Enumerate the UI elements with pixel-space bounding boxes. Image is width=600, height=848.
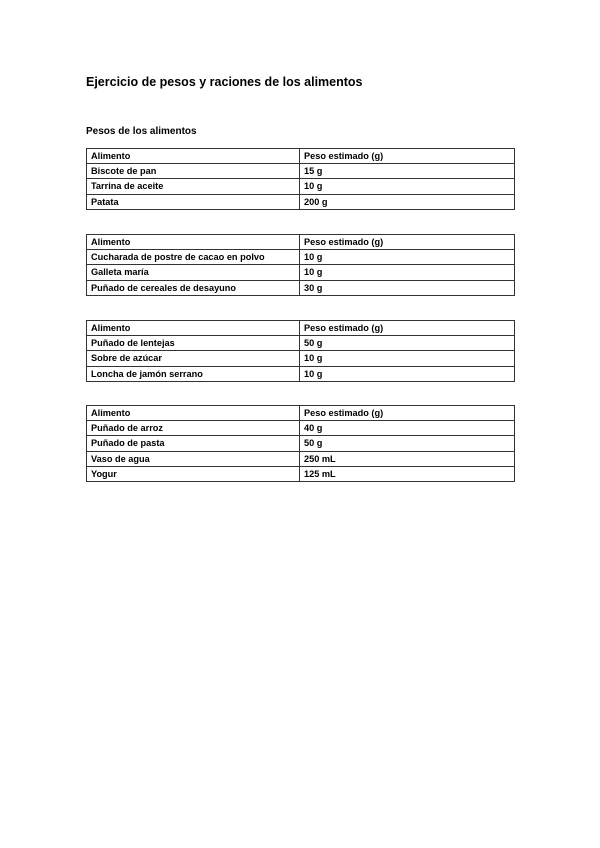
weight-cell: 10 g (300, 351, 515, 366)
weight-cell: 30 g (300, 280, 515, 295)
weight-cell: 50 g (300, 436, 515, 451)
food-cell: Galleta maría (87, 265, 300, 280)
food-cell: Yogur (87, 466, 300, 481)
table-row (87, 351, 515, 366)
table-row (87, 366, 515, 381)
table-row (87, 265, 515, 280)
header-weight: Peso estimado (g) (300, 235, 515, 250)
food-cell: Sobre de azúcar (87, 351, 300, 366)
weight-cell: 10 g (300, 366, 515, 381)
header-food: Alimento (87, 321, 300, 336)
header-food: Alimento (87, 406, 300, 421)
food-cell: Puñado de lentejas (87, 336, 300, 351)
table-row (87, 336, 515, 351)
weight-cell: 125 mL (300, 466, 515, 481)
table-header-row (87, 321, 515, 336)
food-weight-table-2 (86, 234, 515, 296)
header-food: Alimento (87, 149, 300, 164)
header-weight: Peso estimado (g) (300, 321, 515, 336)
food-cell: Loncha de jamón serrano (87, 366, 300, 381)
table-row (87, 250, 515, 265)
food-cell: Patata (87, 194, 300, 209)
food-weight-table-1 (86, 148, 515, 210)
table-row (87, 451, 515, 466)
food-cell: Tarrina de aceite (87, 179, 300, 194)
weight-cell: 50 g (300, 336, 515, 351)
table-row (87, 164, 515, 179)
table-header-row (87, 149, 515, 164)
page-title: Ejercicio de pesos y raciones de los alimentos (86, 75, 363, 89)
food-cell: Puñado de arroz (87, 421, 300, 436)
table-row (87, 194, 515, 209)
header-weight: Peso estimado (g) (300, 406, 515, 421)
food-weight-table-4 (86, 405, 515, 482)
food-cell: Vaso de agua (87, 451, 300, 466)
weight-cell: 250 mL (300, 451, 515, 466)
table-row (87, 179, 515, 194)
header-food: Alimento (87, 235, 300, 250)
table-header-row (87, 235, 515, 250)
table-row (87, 421, 515, 436)
table-header-row (87, 406, 515, 421)
weight-cell: 15 g (300, 164, 515, 179)
food-weight-table-3 (86, 320, 515, 382)
section-title: Pesos de los alimentos (86, 126, 197, 137)
weight-cell: 200 g (300, 194, 515, 209)
table-row (87, 280, 515, 295)
food-cell: Puñado de cereales de desayuno (87, 280, 300, 295)
weight-cell: 10 g (300, 179, 515, 194)
weight-cell: 40 g (300, 421, 515, 436)
food-cell: Biscote de pan (87, 164, 300, 179)
food-cell: Puñado de pasta (87, 436, 300, 451)
weight-cell: 10 g (300, 265, 515, 280)
food-cell: Cucharada de postre de cacao en polvo (87, 250, 300, 265)
table-row (87, 466, 515, 481)
table-row (87, 436, 515, 451)
weight-cell: 10 g (300, 250, 515, 265)
header-weight: Peso estimado (g) (300, 149, 515, 164)
